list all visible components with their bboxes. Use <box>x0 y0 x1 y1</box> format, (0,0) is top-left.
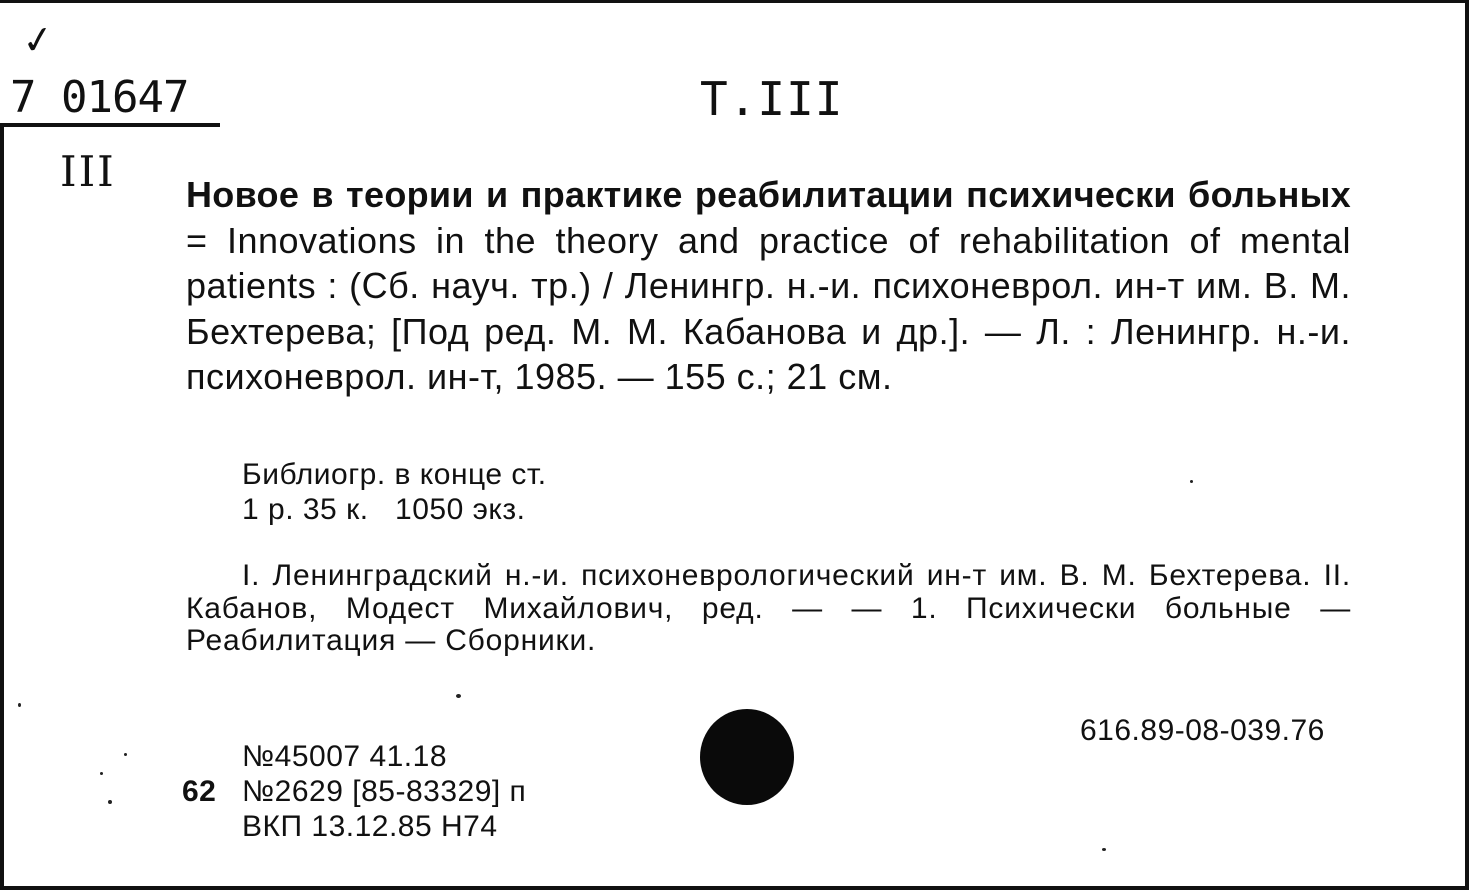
volume-label: Т.III <box>700 72 844 126</box>
udc-code: 616.89-08-039.76 <box>1080 714 1325 747</box>
speck <box>1102 848 1106 851</box>
entry-description: = Innovations in the theory and practice of rehabilitation of mental patients : (Сб. науч. тр.) / Ленингр. н.-и. психоневрол. ин-т им. В. М. Бехтерева; [Под ред. М. М. Кабанова и др.]. — Л. : Ленингр. н.-и. психоневрол. ин-т, 1985. — 155 с.; 21 см. <box>186 219 1351 397</box>
punch-hole <box>700 709 794 805</box>
inventory-number: 7 01647 <box>10 72 189 123</box>
speck <box>18 703 21 707</box>
speck <box>108 800 112 804</box>
price-run-note: 1 р. 35 к. 1050 экз. <box>242 493 526 526</box>
tracings-text: I. Ленинградский н.-и. психоневрологический ин-т им. В. М. Бехтерева. II. Кабанов, Модест Михайлович, ред. — — 1. Психически больные — Реабилитация — Сборники. <box>186 559 1351 657</box>
card-left-edge <box>0 125 4 890</box>
inventory-underline <box>0 123 220 127</box>
accession-line-2: №2629 [85-83329] п <box>242 775 527 808</box>
entry-title: Новое в теории и практике реабилитации психически больных <box>186 174 1351 215</box>
check-mark: ✓ <box>19 15 57 65</box>
bibliographic-description <box>186 172 1351 400</box>
speck <box>124 753 127 756</box>
accession-prefix: 62 <box>182 775 217 808</box>
card-right-edge <box>1465 0 1469 890</box>
card-top-edge <box>0 0 1469 3</box>
speck <box>1190 480 1193 483</box>
bibliography-note: Библиогр. в конце ст. <box>242 458 547 491</box>
speck <box>100 772 103 775</box>
accession-line-3: ВКП 13.12.85 Н74 <box>242 810 498 843</box>
accession-line-1: №45007 41.18 <box>242 740 448 773</box>
tracings <box>186 560 1351 658</box>
side-mark: III <box>60 147 116 196</box>
speck <box>456 694 461 698</box>
card-bottom-edge <box>0 886 1469 890</box>
